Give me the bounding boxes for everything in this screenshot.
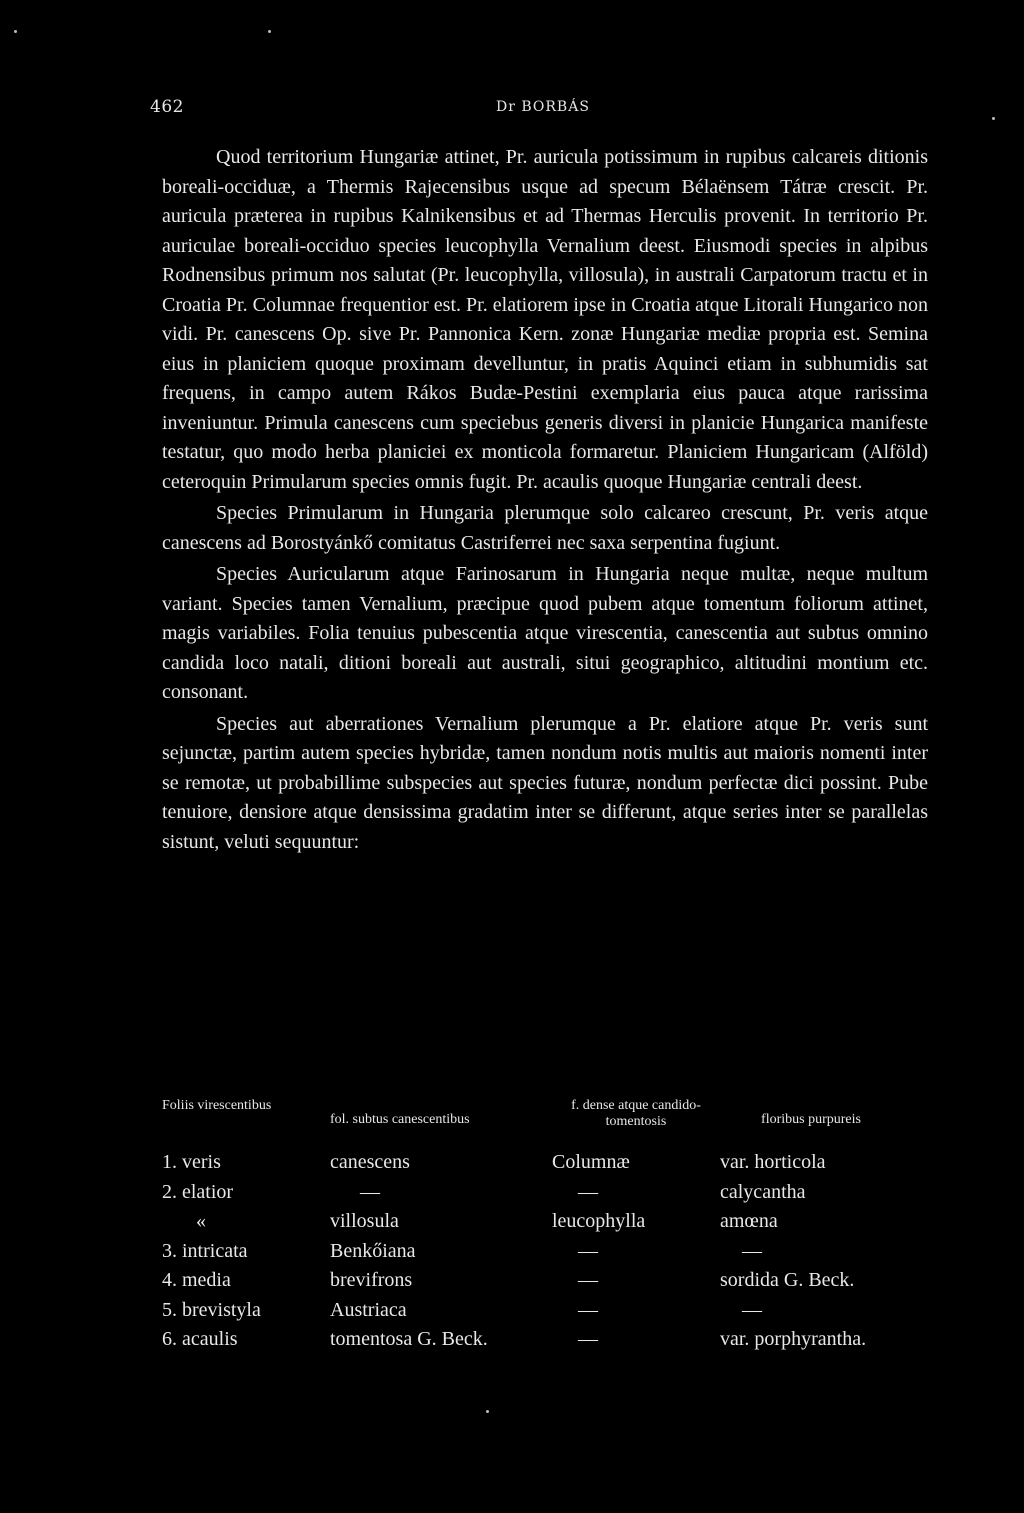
table-cell: Austriaca bbox=[330, 1298, 407, 1321]
table-cell: amœna bbox=[720, 1210, 778, 1232]
table-cell: brevifrons bbox=[330, 1269, 413, 1291]
column-header: floribus purpureis bbox=[761, 1112, 861, 1127]
table-row bbox=[162, 1296, 902, 1326]
table-row bbox=[162, 1178, 902, 1208]
table-cell: var. horticola bbox=[720, 1151, 826, 1173]
table-cell: Benkőiana bbox=[330, 1239, 416, 1262]
table-cell: — bbox=[578, 1180, 598, 1203]
column-header: f. dense atque candido-tomentosis bbox=[571, 1098, 701, 1129]
table-row bbox=[162, 1237, 902, 1267]
table-cell: — bbox=[742, 1298, 762, 1321]
table-cell: — bbox=[578, 1328, 598, 1350]
table-cell: — bbox=[360, 1180, 380, 1203]
table-row bbox=[162, 1148, 902, 1178]
table-cell: tomentosa G. Beck. bbox=[330, 1328, 488, 1350]
scan-speck bbox=[14, 30, 17, 33]
table-cell: — bbox=[742, 1239, 762, 1262]
table-cell: var. porphyrantha. bbox=[720, 1328, 867, 1350]
body-text bbox=[162, 143, 928, 859]
scan-speck bbox=[992, 117, 995, 120]
paragraph: Species Auricularum atque Farinosarum in Hungaria neque multæ, neque multum variant. Species tamen Vernalium, præcipue quod pubem atque tomentum foliorum attinet, magis variabiles. Folia tenuius pubescentia atque virescentia, canescentia aut subtus omnino candida loco natali, ditioni boreali aut australi, situi geographico, altitudini montium etc. consonant. bbox=[162, 563, 928, 703]
paragraph: Species Primularum in Hungaria plerumque solo calcareo crescunt, Pr. veris atque canescens ad Borostyánkő comitatus Castriferrei nec saxa serpentina fugiunt. bbox=[162, 502, 928, 554]
table-cell: canescens bbox=[330, 1151, 410, 1173]
table-cell: sordida G. Beck. bbox=[720, 1269, 855, 1291]
table-cell: Columnæ bbox=[552, 1151, 630, 1173]
page-number: 462 bbox=[150, 97, 184, 117]
table-cell: 6. acaulis bbox=[162, 1328, 238, 1350]
table-cell: — bbox=[578, 1239, 598, 1262]
table-cell: 4. media bbox=[162, 1269, 231, 1291]
running-head: Dr BORBÁS bbox=[496, 99, 590, 115]
table-cell: 3. intricata bbox=[162, 1239, 248, 1262]
table-cell: villosula bbox=[330, 1210, 399, 1232]
table-cell: leucophylla bbox=[552, 1210, 646, 1232]
table-cell: 2. elatior bbox=[162, 1180, 234, 1203]
table-cell: « bbox=[196, 1210, 206, 1232]
species-table bbox=[162, 1098, 902, 1355]
table-cell: calycantha bbox=[720, 1180, 806, 1203]
table-row bbox=[162, 1207, 902, 1237]
paragraph: Species aut aberrationes Vernalium plerumque a Pr. elatiore atque Pr. veris sunt sejunctæ, partim autem species hybridæ, tamen nondum notis multis aut maioris nomenti inter se remotæ, ut probabillime subspecies aut species futuræ, nondum perfectæ dici possint. Pube tenuiore, densiore atque densissima gradatim inter se differunt, atque series inter se parallelas sistunt, veluti sequuntur: bbox=[162, 712, 928, 853]
table-cell: — bbox=[578, 1298, 598, 1321]
column-header: fol. subtus canescentibus bbox=[330, 1112, 470, 1127]
page-header bbox=[150, 97, 930, 121]
scan-speck bbox=[486, 1410, 489, 1413]
table-header-row bbox=[162, 1098, 902, 1148]
table-row bbox=[162, 1266, 902, 1296]
table-cell: — bbox=[578, 1269, 598, 1291]
table-row bbox=[162, 1325, 902, 1355]
paragraph: Quod territorium Hungariæ attinet, Pr. auricula potissimum in rupibus calcareis ditionis boreali-occiduæ, a Thermis Rajecensibus usque ad specum Bélaënsem Tátræ crescit. Pr. auricula præterea in rupibus Kalnikensibus et ad Thermas Herculis provenit. In territorio Pr. auriculae boreali-occiduo species leucophylla Vernalium deest. Eiusmodi species in alpibus Rodnensibus primum nos salutat (Pr. leucophylla, villosula), in australi Carpatorum tractu et in Croatia Pr. Columnae frequentior est. Pr. elatiorem ipse in Croatia atque Litorali Hungarico non vidi. Pr. canescens Op. sive Pr. Pannonica Kern. zonæ Hungariæ mediæ propria est. Semina eius in planiciem quoque proximam develluntur, in pratis Aquinci etiam in subhumidis sat frequens, in campo autem Rákos Budæ-Pestini exemplaria eius pauca atque rarissima inveniuntur. Primula canescens cum speciebus generis diversi in planicie Hungarica manifeste testatur, quo modo herba planiciei ex monticola formaretur. Planiciem Hungaricam (Alföld) ceteroquin Primularum species omnis fugit. Pr. acaulis quoque Hungariæ centrali deest. bbox=[162, 146, 928, 493]
table-cell: 1. veris bbox=[162, 1151, 221, 1173]
column-header: Foliis virescentibus bbox=[162, 1098, 272, 1113]
scan-speck bbox=[268, 30, 271, 33]
table-cell: 5. brevistyla bbox=[162, 1298, 261, 1321]
